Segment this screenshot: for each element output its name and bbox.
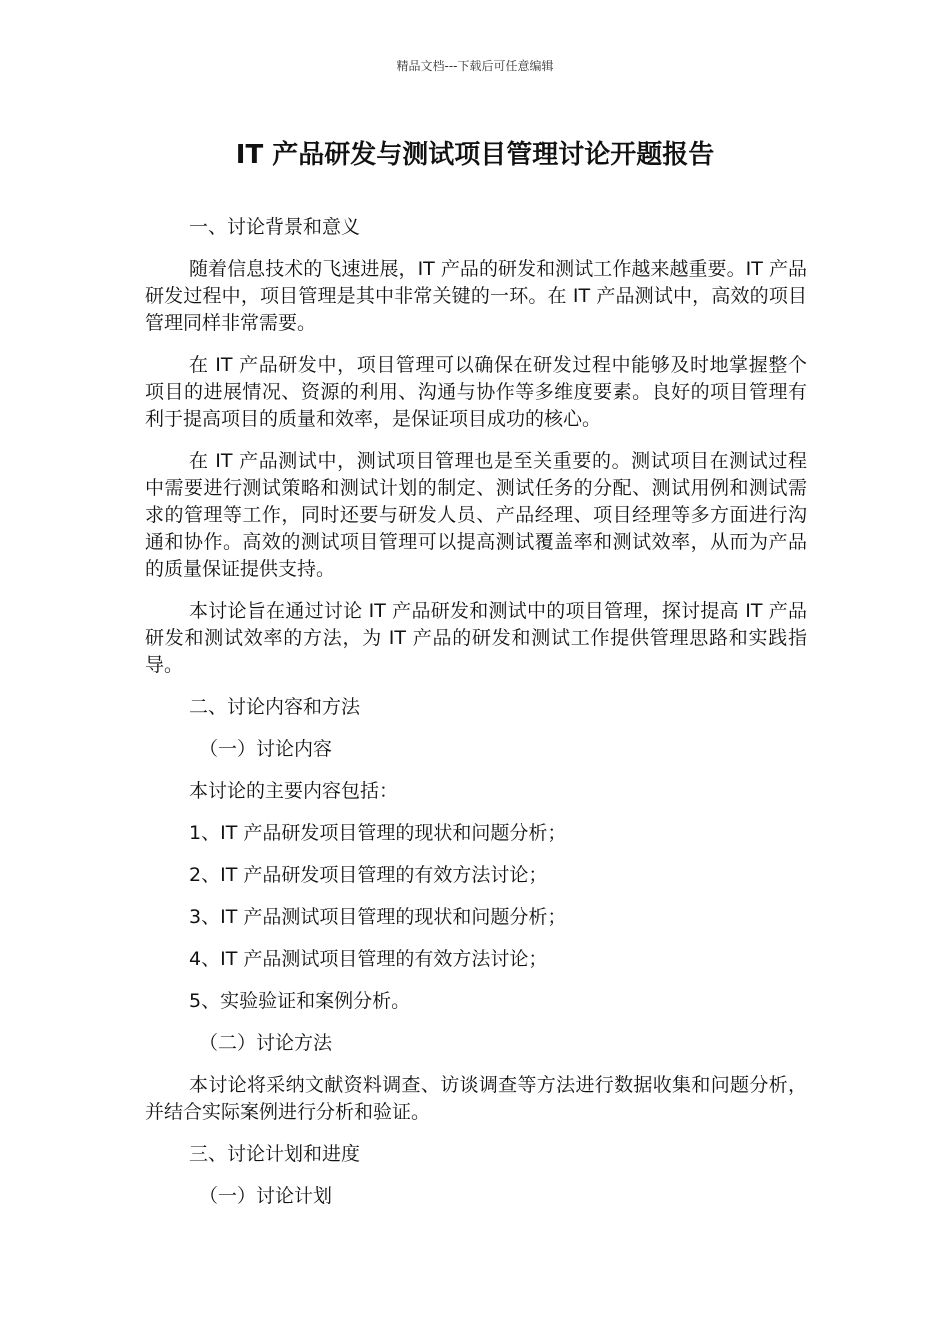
paragraph-background-2: 在 IT 产品研发中，项目管理可以确保在研发过程中能够及时地掌握整个项目的进展情况、资源的利用、沟通与协作等多维度要素。良好的项目管理有利于提高项目的质量和效率，是保证项目成功的核心。 — [145, 354, 807, 430]
subheading-plan: （一）讨论计划 — [199, 1185, 333, 1207]
section-heading-content-method: 二、讨论内容和方法 — [189, 696, 361, 718]
paragraph-background-1: 随着信息技术的飞速进展，IT 产品的研发和测试工作越来越重要。IT 产品研发过程中，项目管理是其中非常关键的一环。在 IT 产品测试中，高效的项目管理同样非常需要。 — [145, 258, 807, 334]
paragraph-background-3: 在 IT 产品测试中，测试项目管理也是至关重要的。测试项目在测试过程中需要进行测试策略和测试计划的制定、测试任务的分配、测试用例和测试需求的管理等工作，同时还要与研发人员、产品经理、项目经理等多方面进行沟通和协作。高效的测试项目管理可以提高测试覆盖率和测试效率，从而为产品的质量保证提供支持。 — [145, 450, 807, 580]
paragraph-background-4: 本讨论旨在通过讨论 IT 产品研发和测试中的项目管理，探讨提高 IT 产品研发和测试效率的方法，为 IT 产品的研发和测试工作提供管理思路和实践指导。 — [145, 600, 807, 676]
list-item: 1、IT 产品研发项目管理的现状和问题分析； — [189, 822, 567, 844]
subheading-content: （一）讨论内容 — [199, 738, 333, 760]
paragraph-method: 本讨论将采纳文献资料调查、访谈调查等方法进行数据收集和问题分析，并结合实际案例进行分析和验证。 — [145, 1074, 807, 1123]
page-header: 精品文档---下载后可任意编辑 — [396, 59, 554, 73]
document-body — [145, 214, 807, 1225]
subheading-method: （二）讨论方法 — [199, 1032, 333, 1054]
list-item: 3、IT 产品测试项目管理的现状和问题分析； — [189, 906, 567, 928]
list-item: 5、实验验证和案例分析。 — [189, 990, 411, 1012]
content-intro: 本讨论的主要内容包括： — [189, 780, 399, 802]
section-heading-plan: 三、讨论计划和进度 — [189, 1143, 361, 1165]
section-heading-background: 一、讨论背景和意义 — [189, 216, 361, 238]
list-item: 4、IT 产品测试项目管理的有效方法讨论； — [189, 948, 548, 970]
list-item: 2、IT 产品研发项目管理的有效方法讨论； — [189, 864, 548, 886]
document-title: IT 产品研发与测试项目管理讨论开题报告 — [235, 140, 715, 170]
